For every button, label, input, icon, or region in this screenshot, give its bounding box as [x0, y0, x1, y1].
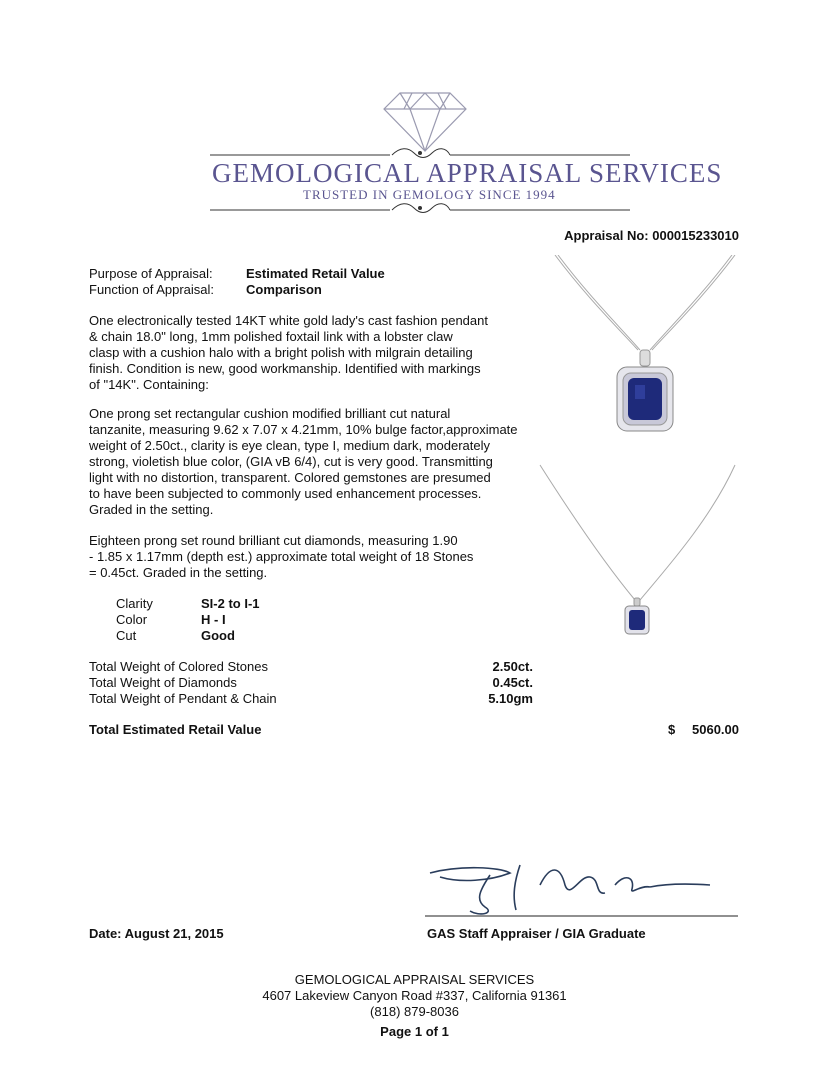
- company-name: GEMOLOGICAL APPRAISAL SERVICES: [212, 158, 723, 188]
- grade-label-cut: Cut: [116, 628, 137, 643]
- purpose-label: Purpose of Appraisal:: [89, 266, 213, 281]
- footer-phone: (818) 879-8036: [370, 1004, 459, 1019]
- item-description: One electronically tested 14KT white gold lady's cast fashion pendant & chain 18.0" long, 1mm polished foxtail link with a lobster claw clasp with a cushion halo with a bright polish with milgrain detailing finish. Condition is new, good workmanship. Identified with markings of "14K". Containing:: [89, 313, 488, 392]
- grade-value-color: H - I: [201, 612, 226, 627]
- page-number: Page 1 of 1: [380, 1024, 449, 1039]
- bottom-flourish-divider: [210, 202, 630, 218]
- retail-currency: $: [668, 722, 676, 737]
- purpose-value: Estimated Retail Value: [246, 266, 385, 281]
- function-label: Function of Appraisal:: [89, 282, 215, 297]
- total-label-colored: Total Weight of Colored Stones: [89, 659, 268, 674]
- footer-company: GEMOLOGICAL APPRAISAL SERVICES: [294, 972, 535, 987]
- function-value: Comparison: [246, 282, 322, 297]
- grade-label-color: Color: [116, 612, 148, 627]
- logo: [200, 85, 723, 225]
- total-label-diamonds: Total Weight of Diamonds: [89, 675, 237, 690]
- gemstone-description: One prong set rectangular cushion modified brilliant cut natural tanzanite, measuring 9.62 x 7.07 x 4.21mm, 10% bulge factor,approximate weight of 2.50ct., clarity is eye clean, type I, medium dark, moderately strong, violetish blue color, (GIA vB 6/4), cut is very good. Transmitting light with no distortion, transparent. Colored gemstones are presumed to have been subjected to commonly used enhancement processes. Graded in the setting.: [89, 406, 518, 517]
- retail-value-label: Total Estimated Retail Value: [89, 722, 262, 737]
- total-value-weight: 5.10gm: [488, 691, 533, 706]
- total-value-diamonds: 0.45ct.: [492, 675, 533, 690]
- footer-address: 4607 Lakeview Canyon Road #337, California 91361: [262, 988, 567, 1003]
- total-value-colored: 2.50ct.: [492, 659, 533, 674]
- total-label-weight: Total Weight of Pendant & Chain: [89, 691, 277, 706]
- tanzanite-stone-small: [629, 610, 645, 630]
- appraiser-signature: [420, 855, 740, 920]
- pendant-closeup-photo: [545, 255, 745, 460]
- signature-caption: GAS Staff Appraiser / GIA Graduate: [427, 926, 646, 941]
- appraisal-date: Date: August 21, 2015: [89, 926, 224, 941]
- appraisal-number: Appraisal No: 000015233010: [564, 228, 739, 243]
- company-tagline: TRUSTED IN GEMOLOGY SINCE 1994: [303, 187, 556, 202]
- retail-amount: 5060.00: [692, 722, 739, 737]
- pendant-full-photo: [535, 460, 745, 640]
- grade-value-clarity: SI-2 to I-1: [201, 596, 260, 611]
- diamond-description: Eighteen prong set round brilliant cut diamonds, measuring 1.90 - 1.85 x 1.17mm (depth est.) approximate total weight of 18 Stones = 0.45ct. Graded in the setting.: [89, 533, 474, 580]
- grade-value-cut: Good: [201, 628, 235, 643]
- grade-label-clarity: Clarity: [116, 596, 153, 611]
